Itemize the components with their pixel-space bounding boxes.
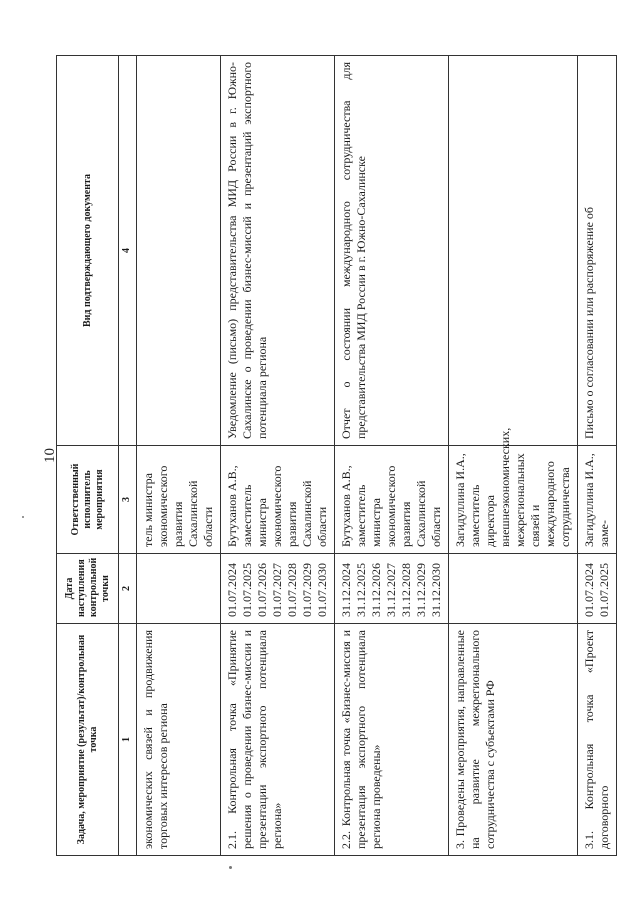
header-executor: Ответственный исполнитель мероприятия [57, 446, 119, 554]
date-value: 01.07.2025 [597, 563, 611, 617]
table-row [449, 56, 578, 856]
executor-cell: тель министра экономического развития Сахалинской области [137, 446, 221, 554]
scan-speck [22, 516, 24, 518]
page-number: 10 [42, 448, 58, 463]
date-value: 01.07.2028 [285, 563, 299, 617]
scan-speck [229, 866, 232, 869]
date-value: 31.12.2028 [399, 563, 413, 617]
date-value: 31.12.2026 [369, 563, 383, 617]
control-points-table [56, 55, 617, 856]
dates-cell [221, 554, 335, 624]
date-value: 31.12.2029 [414, 563, 428, 617]
executor-cell: Бутуханов А.В., заместитель министра экономического развития Сахалинской области [335, 446, 449, 554]
table-row [137, 56, 221, 856]
document-cell: Уведомление (письмо) представительства МИД России в г. Южно-Сахалинске о проведении бизнес-миссий и презентаций экспортного потенциала региона [221, 56, 335, 446]
column-number-3: 3 [119, 446, 137, 554]
dates-cell [137, 554, 221, 624]
task-cell: 2.2. Контрольная точка «Бизнес-миссия и презентация экспортного потенциала региона проведены» [335, 624, 449, 856]
dates-cell [578, 554, 617, 624]
task-cell: 3.1. Контрольная точка «Проект договорного [578, 624, 617, 856]
date-value: 01.07.2029 [300, 563, 314, 617]
date-value: 31.12.2024 [339, 563, 353, 617]
dates-cell [449, 554, 578, 624]
executor-cell: Бутуханов А.В., заместитель министра экономического развития Сахалинской области [221, 446, 335, 554]
document-cell: Письмо о согласовании или распоряжение об [578, 56, 617, 446]
date-value: 01.07.2025 [240, 563, 254, 617]
date-value: 31.12.2030 [429, 563, 443, 617]
date-value: 01.07.2030 [315, 563, 329, 617]
header-document: Вид подтверждающего документа [57, 56, 119, 446]
column-number-4: 4 [119, 56, 137, 446]
column-number-1: 1 [119, 624, 137, 856]
document-cell [137, 56, 221, 446]
date-value: 31.12.2027 [384, 563, 398, 617]
task-cell: экономических связей и продвижения торговых интересов региона [137, 624, 221, 856]
dates-cell [335, 554, 449, 624]
executor-cell: Загидуллина И.А., заместитель директора внешнеэкономических, межрегиональных связей и международного сотрудничества [449, 446, 578, 554]
table-row [578, 56, 617, 856]
column-number-2: 2 [119, 554, 137, 624]
document-cell [449, 56, 578, 446]
executor-cell: Загидуллина И.А., заме- [578, 446, 617, 554]
date-value: 01.07.2024 [582, 563, 596, 617]
date-value: 01.07.2027 [270, 563, 284, 617]
document-table-sheet [56, 56, 611, 856]
header-task: Задача, мероприятие (результат)/контрольная точка [57, 624, 119, 856]
date-value: 01.07.2026 [255, 563, 269, 617]
task-cell: 2.1. Контрольная точка «Принятие решения о проведении бизнес-миссии и презентации экспортного потенциала региона» [221, 624, 335, 856]
table-row [335, 56, 449, 856]
date-value: 01.07.2024 [225, 563, 239, 617]
header-date: Дата наступления контрольной точки [57, 554, 119, 624]
document-cell: Отчет о состоянии международного сотрудничества для представительства МИД России в г. Южно-Сахалинске [335, 56, 449, 446]
task-cell: 3. Проведены мероприятия, направленные на развитие межрегионального сотрудничества с субъектами РФ [449, 624, 578, 856]
date-value: 31.12.2025 [354, 563, 368, 617]
table-row [221, 56, 335, 856]
